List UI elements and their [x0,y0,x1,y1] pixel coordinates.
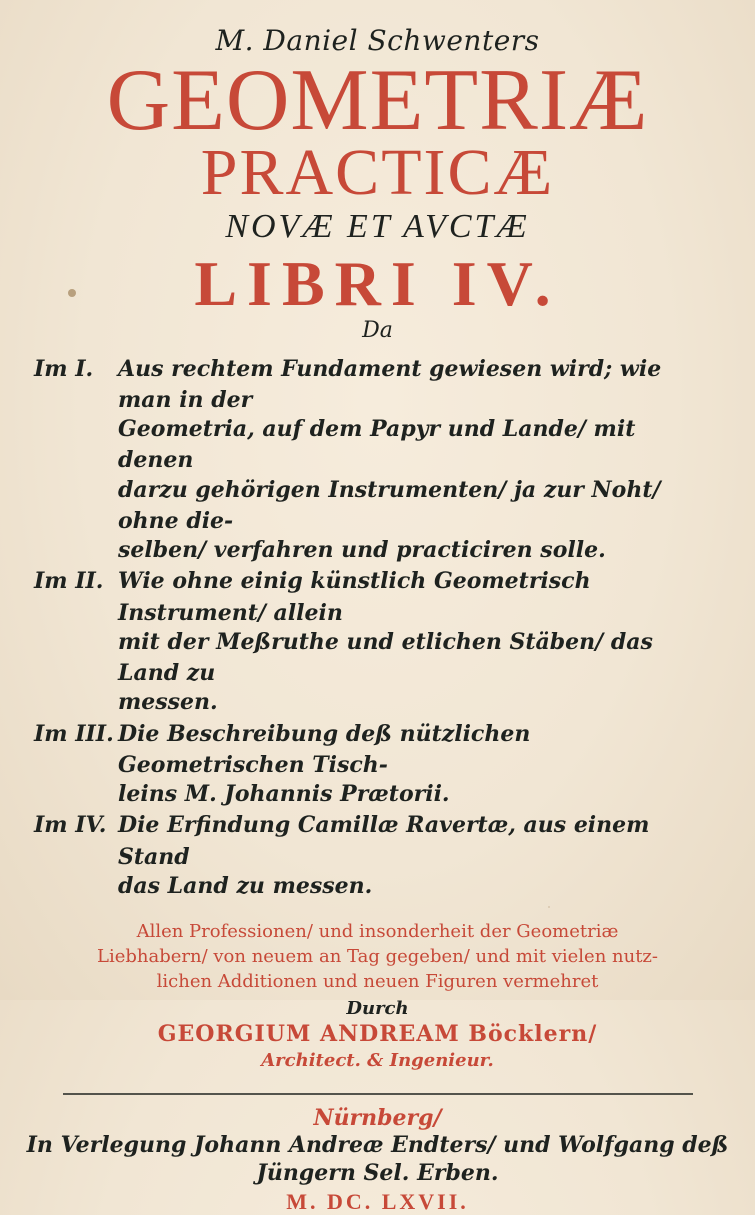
contents-list [22,354,733,902]
contents-item-label: Im II. [34,568,104,595]
contents-item-lines [118,566,717,718]
contents-item-lines [118,719,717,811]
contents-item-lines [118,810,717,902]
contents-item-label: Im III. [34,720,114,747]
durch-line: Durch [346,998,409,1020]
contents-line: mit der Meßruthe und etlichen Stäben/ das Land zu [118,628,653,687]
contents-line: Die Erfindung Camillæ Ravertæ, aus einem Stand [118,812,650,870]
contents-item [22,566,733,718]
contents-line: das Land zu messen. [118,872,373,899]
contents-line: Aus rechtem Fundament gewiesen wird; wie man in der [118,355,662,414]
contents-item-text [118,354,733,567]
contents-item [22,719,733,811]
contents-line: leins M. Johannis Prætorii. [118,781,450,808]
contents-line: darzu gehörigen Instrumenten/ ja zur Noht/ ohne die- [118,476,661,534]
contents-item-lines [118,354,717,567]
author-line: M. Daniel Schwenters [215,24,540,57]
imprint-place: Nürnberg/ [313,1104,442,1131]
author2-title: Architect. & Ingenieur. [261,1049,494,1071]
imprint-line: In Verlegung Johann Andreæ Endters/ und Wolfgang deß [26,1132,729,1159]
da-line: Da [362,317,393,343]
divider-rule [63,1093,693,1095]
contents-item [22,810,733,902]
title-line-3: NOVÆ ET AVCTÆ [225,208,530,246]
contents-line: Die Beschreibung deß nützlichen Geometrischen Tisch- [118,720,531,778]
title-line-4: LIBRI IV. [194,247,561,319]
contents-item [22,354,733,567]
description-line: lichen Additionen und neuen Figuren vermehret [156,970,599,992]
title-line-1: GEOMETRIÆ [106,51,649,149]
description-line: Liebhabern/ von neuem an Tag gegeben/ und mit vielen nutz- [97,945,658,967]
year-line: M. DC. LXVII. [286,1189,469,1215]
contents-line: messen. [118,689,218,716]
contents-item-text [118,566,733,718]
paper-speck [548,906,550,908]
description [22,920,733,994]
author2-line: GEORGIUM ANDREAM Böcklern/ [157,1021,598,1048]
contents-item-label: Im I. [34,355,94,382]
contents-item-label: Im IV. [34,812,107,839]
contents-line: Geometria, auf dem Papyr und Lande/ mit denen [118,416,636,474]
title-line-2: PRACTICÆ [200,136,555,210]
description-line: Allen Professionen/ und insonderheit der Geometriæ [136,921,619,942]
imprint-line: Jüngern Sel. Erben. [256,1159,499,1186]
imprint [22,1105,733,1188]
contents-line: Wie ohne einig künstlich Geometrisch Instrument/ allein [118,568,591,626]
contents-item-text [118,810,733,902]
contents-line: selben/ verfahren und practiciren solle. [118,537,606,564]
contents-item-text [118,719,733,811]
